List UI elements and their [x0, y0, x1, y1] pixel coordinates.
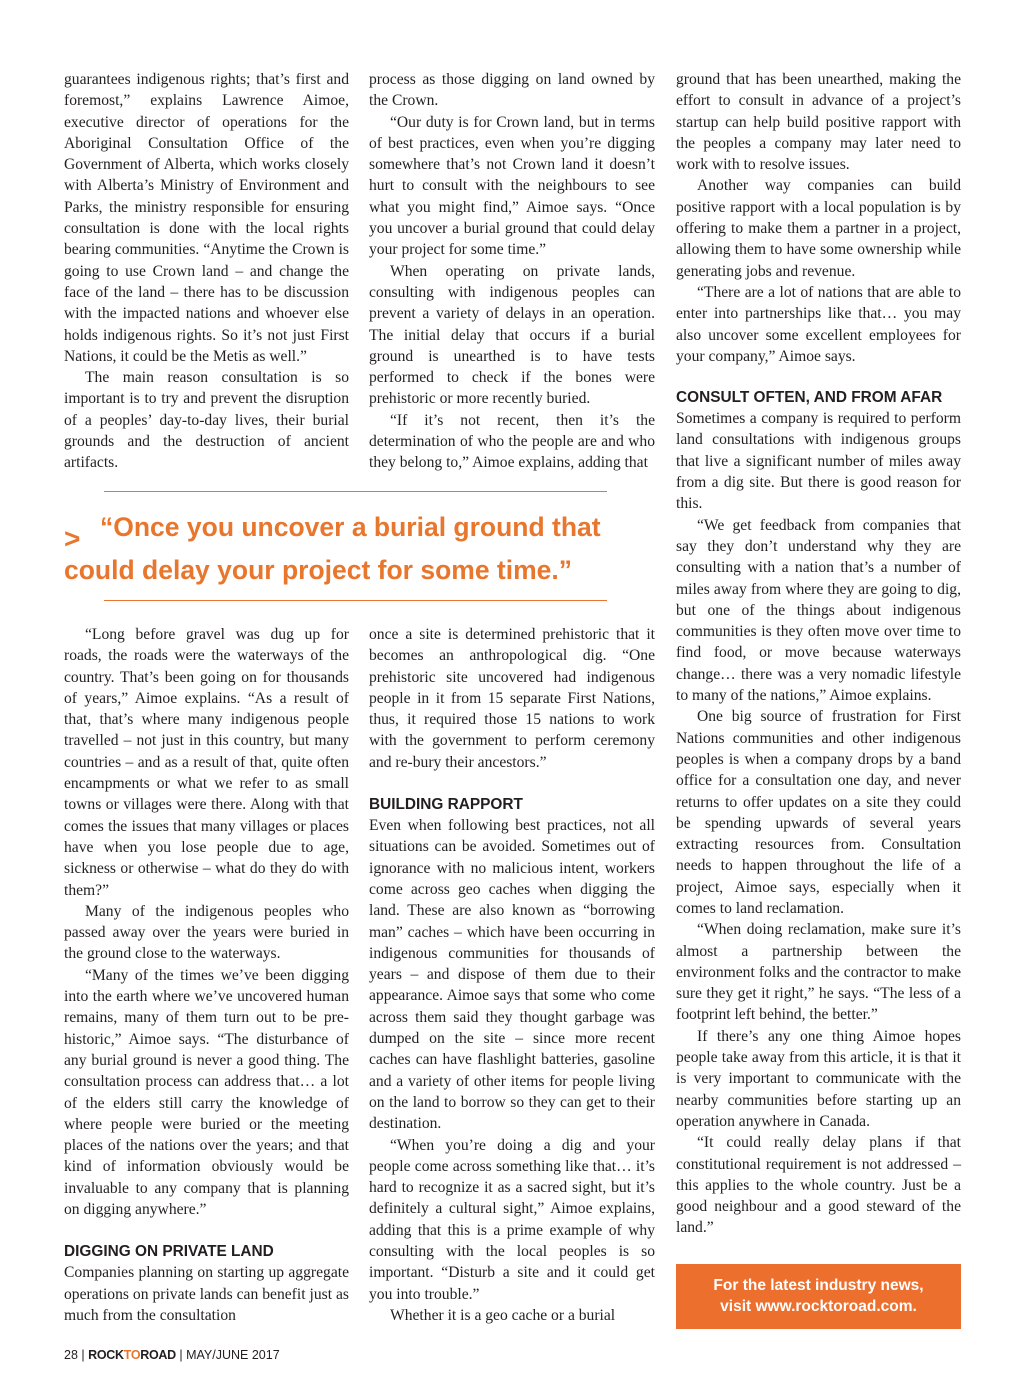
column-2-top — [369, 69, 655, 474]
magazine-logo: ROCKTOROAD — [88, 1348, 176, 1362]
paragraph: “Our duty is for Crown land, but in terms of best practices, even when you’re digging somewhere that’s not Crown land it doesn’t hurt to consult with the neighbours to see what you might find,” Aimoe says. “Once you uncover a burial ground that could delay your project for some time.” — [369, 113, 655, 259]
page-footer — [64, 1348, 280, 1362]
pull-quote-rule-top — [104, 491, 607, 492]
promo-link[interactable]: visit www.rocktoroad.com. — [720, 1298, 917, 1315]
pull-quote-marker: > — [64, 523, 81, 554]
paragraph: When operating on private lands, consulting with indigenous peoples can prevent a variety of delays in an operation. The initial delay that occurs if a burial ground is unearthed is to have tests performed to check if the bones were prehistoric or more recently buried. — [369, 262, 655, 408]
paragraph: Whether it is a geo cache or a burial — [390, 1306, 616, 1324]
issue-date: MAY/JUNE 2017 — [186, 1348, 280, 1362]
paragraph: The main reason consultation is so important is to try and prevent the disruption of a peoples’ day-to-day lives, their burial grounds and the destruction of ancient artifacts. — [64, 369, 349, 472]
paragraph: Sometimes a company is required to perform land consultations with indigenous groups that live a significant number of miles away from a dig site. But there is good reason for this. — [676, 410, 961, 513]
column-3 — [676, 69, 961, 1239]
footer-separator: | — [179, 1348, 187, 1362]
paragraph: Companies planning on starting up aggregate operations on private lands can benefit just as much from the consultation — [64, 1264, 349, 1324]
column-2-bottom — [369, 624, 655, 1326]
paragraph: “Long before gravel was dug up for roads, the roads were the waterways of the country. That’s been going on for thousands of years,” Aimoe explains. “As a result of that, that’s where many indigenous people travelled – not just in this country, but many countries – and as a result of that, quite often encampments or what we refer to as small towns or villages were there. Along with that comes the issues that many villages or places have when you lose people due to age, sickness or otherwise – what do they do with them?” — [64, 626, 349, 899]
paragraph: ground that has been unearthed, making the effort to consult in advance of a project’s startup can help build positive rapport with the peoples a company may later need to work with to resolve issues. — [676, 71, 961, 174]
promo-box[interactable] — [676, 1264, 961, 1329]
paragraph: process as those digging on land owned by the Crown. — [369, 71, 655, 110]
page-number: 28 — [64, 1348, 78, 1362]
paragraph: “When doing reclamation, make sure it’s almost a partnership between the environment folks and the contractor to make sure they get it right,” he says. “The less of a footprint left behind, the better.” — [676, 921, 961, 1024]
section-heading-private-land: DIGGING ON PRIVATE LAND — [64, 1243, 274, 1261]
promo-line-1: For the latest industry news, — [713, 1277, 924, 1294]
column-1-top — [64, 69, 349, 474]
paragraph: If there’s any one thing Aimoe hopes people take away from this article, it is that it is very important to communicate with the nearby communities before starting up an operation anywhere in Canada. — [676, 1027, 961, 1130]
paragraph: One big source of frustration for First Nations communities and other indigenous peoples is when a company drops by a band office for a consultation one day, and never returns to offer updates on a site they could be spending upwards of several years extracting resources from. Consultation needs to happen throughout the life of a project, Aimoe says, especially when it comes to land reclamation. — [676, 708, 961, 917]
column-1-bottom — [64, 624, 349, 1326]
paragraph: “When you’re doing a dig and your people come across something like that… it’s hard to recognize it as a sacred sight, but it’s definitely a cultural sight,” Aimoe explains, adding that this is a prime example of why consulting with the local peoples is so important. “Disturb a site and it could get you into trouble.” — [369, 1136, 655, 1303]
pull-quote-rule-bottom — [104, 600, 607, 601]
pull-quote: “Once you uncover a burial ground that could delay your project for some time.” — [64, 512, 601, 585]
paragraph: “Many of the times we’ve been digging into the earth where we’ve uncovered human remains, many of them turn out to be pre-historic,” Aimoe says. “The disturbance of any burial ground is never a good thing. The consultation process can address that… a lot of the elders still carry the knowledge of where people were buried or the meeting places of the nations over the years; and that kind of information obviously would be invaluable to any company that is planning on digging anywhere.” — [64, 966, 349, 1219]
paragraph: guarantees indigenous rights; that’s first and foremost,” explains Lawrence Aimoe, executive director of operations for the Aboriginal Consultation Office of the Government of Alberta, which works closely with Alberta’s Ministry of Environment and Parks, the ministry responsible for ensuring consultation is done with the local rights bearing communities. “Anytime the Crown is going to use Crown land – and change the face of the land – there has to be discussion with the impacted nations and whoever else holds indigenous rights. So it’s not just First Nations, it could be the Metis as well.” — [64, 71, 349, 365]
paragraph: “It could really delay plans if that constitutional requirement is not addressed – this applies to the whole country. Just be a good neighbour and a good steward of the land.” — [676, 1134, 961, 1237]
paragraph: “There are a lot of nations that are able to enter into partnerships like that… you may also uncover some excellent employees for your company,” Aimoe says. — [676, 283, 961, 365]
paragraph: once a site is determined prehistoric that it becomes an anthropological dig. “One prehistoric site uncovered had indigenous people in it from 15 separate First Nations, thus, it required those 15 nations to work with the government to perform ceremony and re-bury their ancestors.” — [369, 626, 655, 771]
footer-separator: | — [81, 1348, 89, 1362]
paragraph: Many of the indigenous peoples who passed away over the years were buried in the ground close to the waterways. — [64, 902, 349, 963]
paragraph: “We get feedback from companies that say they don’t understand why they are consulting with a nation that’s a number of miles away from where they are going to dig, but one of the things about indigenous communities is they often move over time to find food, or move because waterways change… there was a very nomadic lifestyle to many of the nations,” Aimoe explains. — [676, 516, 961, 705]
section-heading-rapport: BUILDING RAPPORT — [369, 796, 523, 814]
paragraph: Another way companies can build positive rapport with a local population is by offering to make them a partner in a project, allowing them to have some ownership while generating jobs and revenue. — [676, 177, 961, 280]
paragraph: “If it’s not recent, then it’s the determination of who the people are and who they belong to,” Aimoe explains, adding that — [369, 411, 655, 472]
section-heading-consult: CONSULT OFTEN, AND FROM AFAR — [676, 389, 943, 407]
paragraph: Even when following best practices, not all situations can be avoided. Sometimes out of ignorance with no malicious intent, workers come across geo caches when digging the land. These are also known as “borrowing man” caches – which have been occurring in indigenous communities for thousands of years – and dispose of them due to their appearance. Aimoe says that some who come across them said they thought garbage was dumped on the site – since more recent caches can have flashlight batteries, gasoline and a variety of other items for people living on the land to borrow so they can get to their destination. — [369, 817, 655, 1133]
